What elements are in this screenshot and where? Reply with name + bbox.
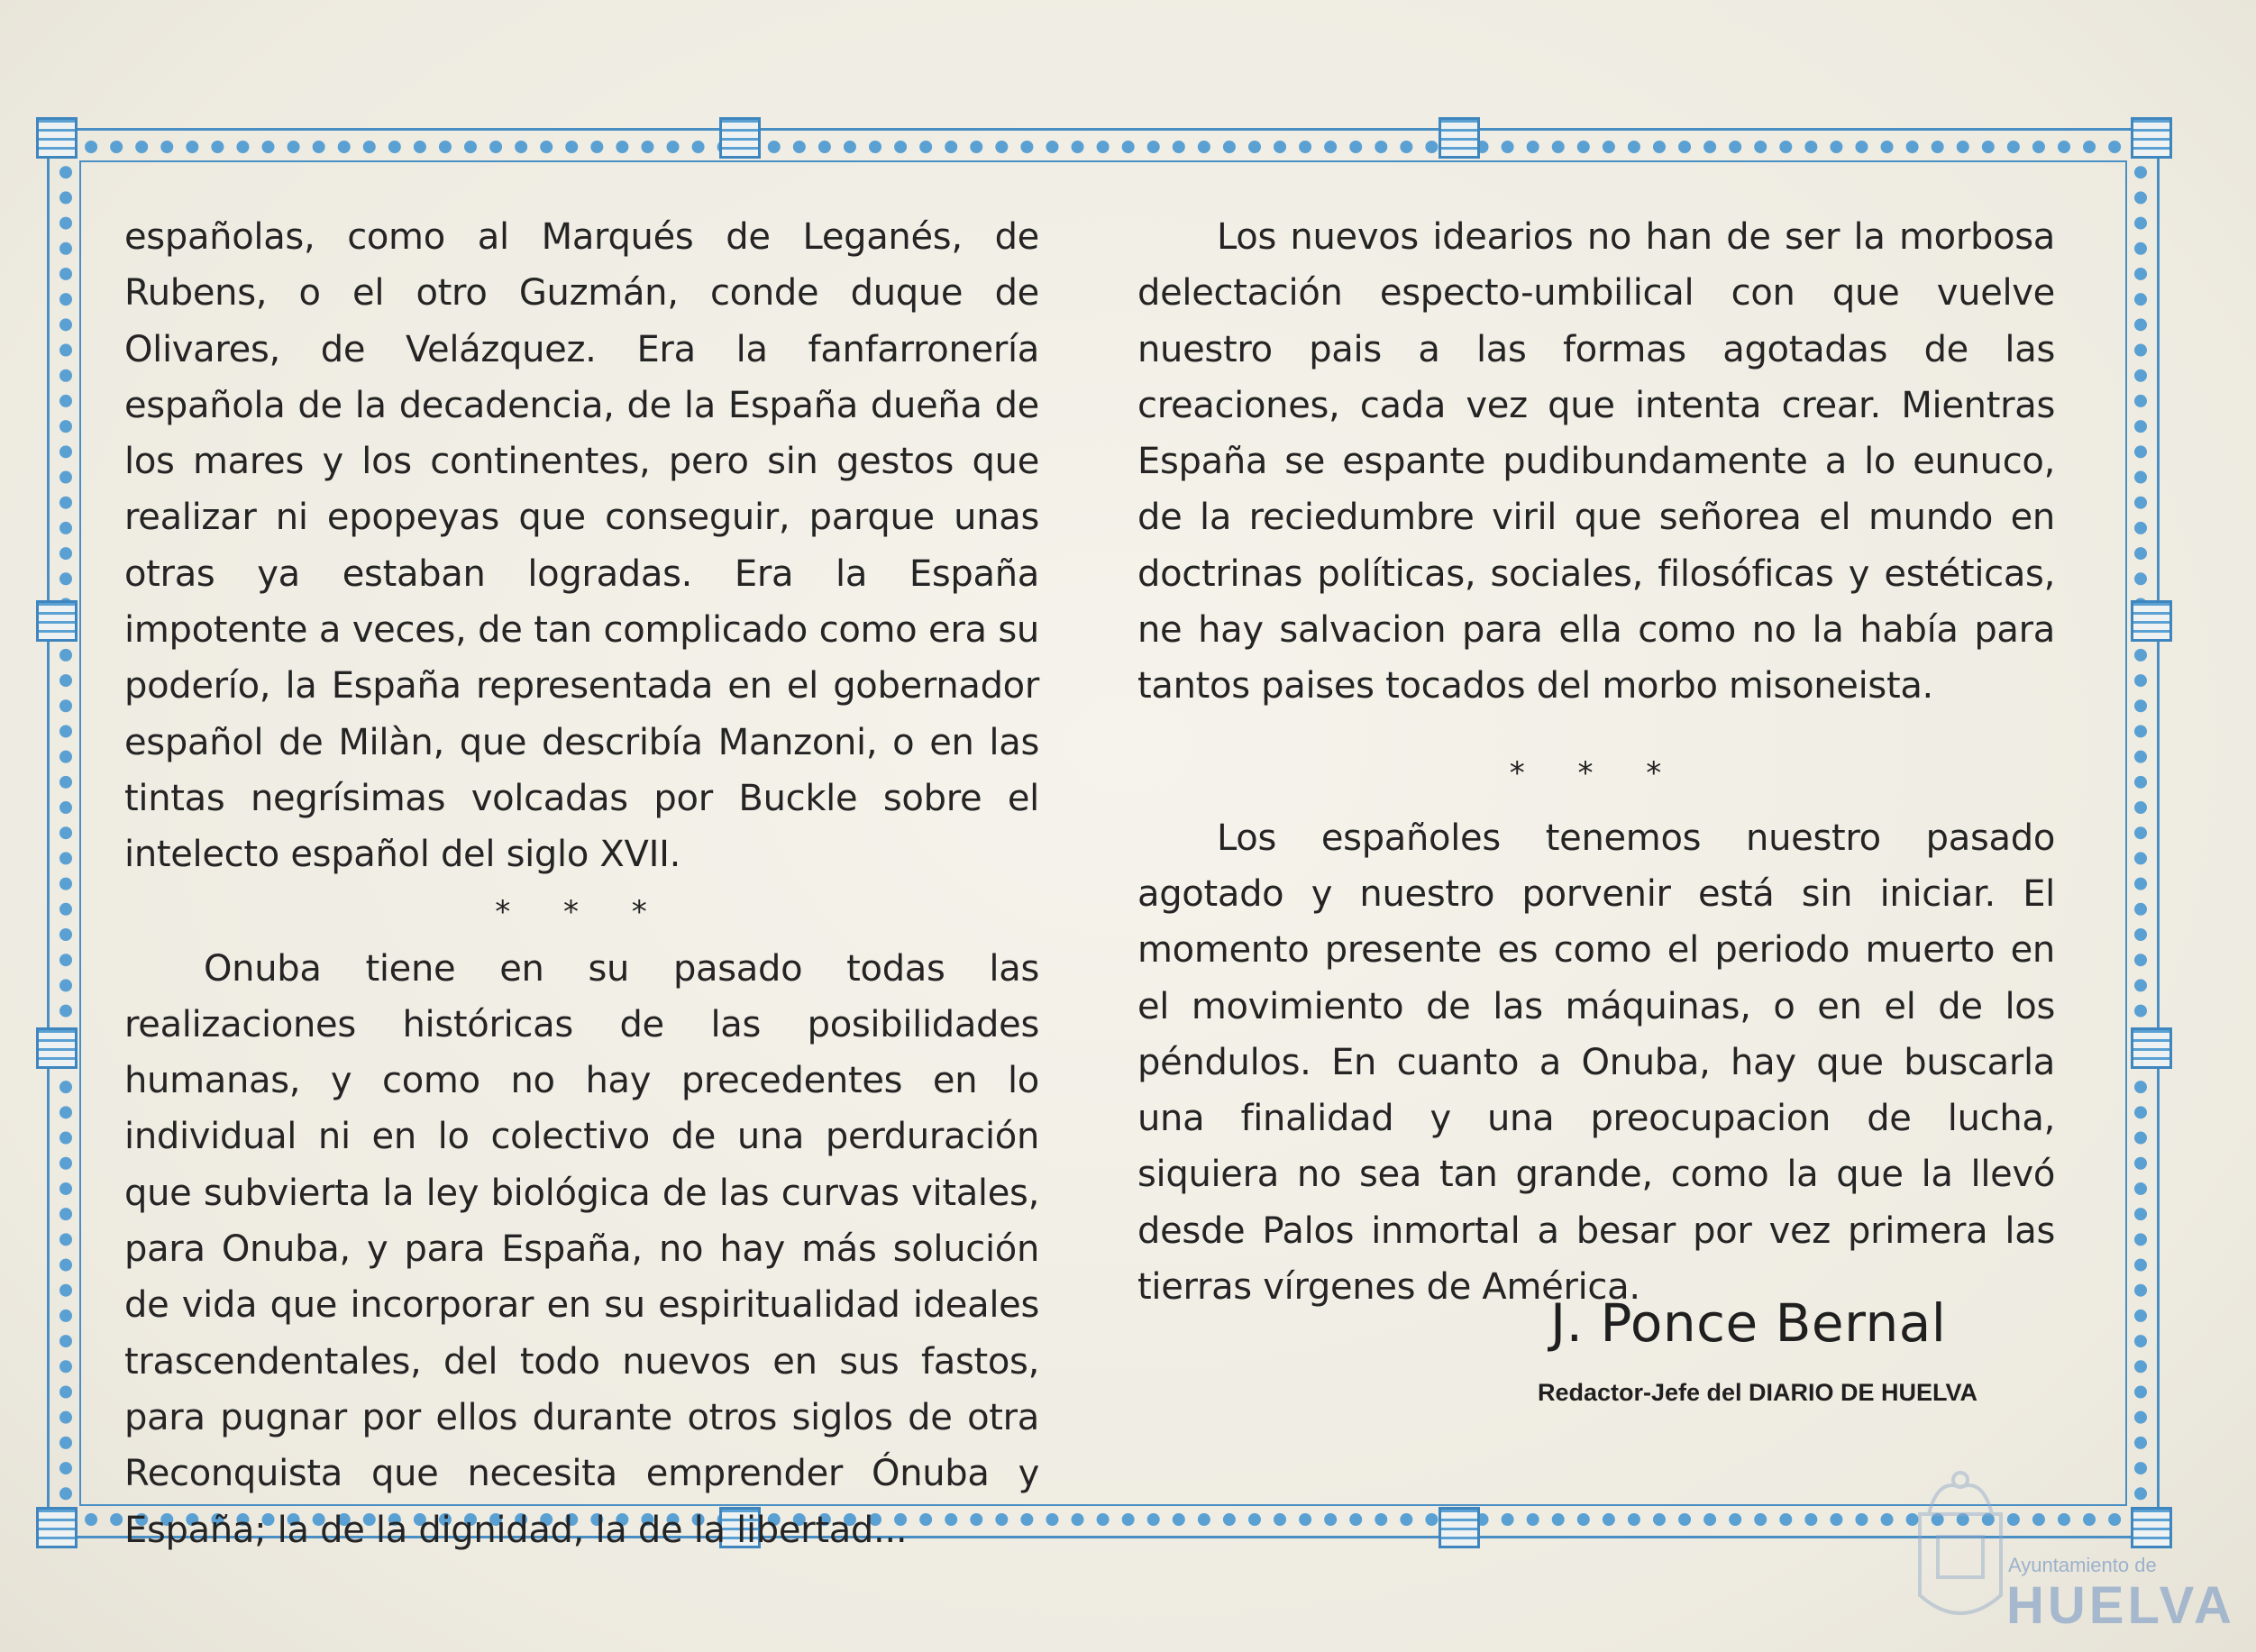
left-paragraph-1: españolas, como al Marqués de Leganés, de Rubens, o el otro Guzmán, conde duque de Olivares, de Velázquez. Era la fanfarronería española de la decadencia, de la España dueña de los mares y los continentes, pero sin gestos que realizar ni epopeyas que conseguir, parque unas otras ya estaban logradas. Era la España impotente a veces, de tan complicado como era su poderío, la España representada en el gobernador español de Milàn, que describía Manzoni, o en las tintas negrísimas volcadas por Buckle sobre el intelecto español del siglo XVII. [124,216,1039,876]
border-corner-ornament [36,1507,78,1548]
border-edge-ornament [1439,1507,1480,1548]
left-paragraph-2: Onuba tiene en su pasado todas las realizaciones históricas de las posibilidades humanas, y como no hay precedentes en lo individual ni en lo colectivo de una perduración que subvierta la ley biológica de las curvas vitales, para Onuba, y para España, no hay más solución de vida que incorporar en su espiritualidad ideales trascendentales, del todo nuevos en sus fastos, para pugnar por ellos durante otros siglos de otra Reconquista que necesita emprender Ónuba y España; la de la dignidad, la de la libertad... [124,947,1039,1551]
watermark-caption: Ayuntamiento de [2008,1554,2157,1576]
border-corner-ornament [36,117,78,159]
right-paragraph-2: Los españoles tenemos nuestro pasado agotado y nuestro porvenir está sin iniciar. El momento presente es como el periodo muerto en el movimiento de las máquinas, o en el de los péndulos. En cuanto a Onuba, hay que buscarla una finalidad y una preocupacion de lucha, siquiera no sea tan grande, como la que la llevó desde Palos inmortal a besar por vez primera las tierras vírgenes de América. [1137,817,2055,1309]
border-corner-ornament [2131,117,2172,159]
right-text-column [1137,209,2055,1315]
left-text-column [124,209,1039,1558]
right-paragraph-1: Los nuevos idearios no han de ser la morbosa delectación especto-umbilical con que vuelve nuestro pais a las formas agotadas de las creaciones, cada vez que intenta crear. Mientras España se espante pudibundamente a lo eunuco, de la reciedumbre viril que señorea el mundo en doctrinas políticas, sociales, filosóficas y estéticas, ne hay salvacion para ella como no la había para tantos paises tocados del morbo misoneista. [1137,216,2055,707]
border-edge-ornament [2131,1027,2172,1069]
border-edge-ornament [719,117,761,159]
border-edge-ornament [36,600,78,642]
border-edge-ornament [2131,600,2172,642]
author-role: Redactor-Jefe del DIARIO DE HUELVA [1537,1379,1978,1406]
watermark-title: HUELVA [2006,1576,2235,1635]
section-separator: * * * [1509,754,1684,791]
border-edge-ornament [36,1027,78,1069]
section-separator: * * * [495,893,669,930]
author-signature: J. Ponce Bernal [1550,1292,1947,1354]
border-edge-ornament [1439,117,1480,159]
